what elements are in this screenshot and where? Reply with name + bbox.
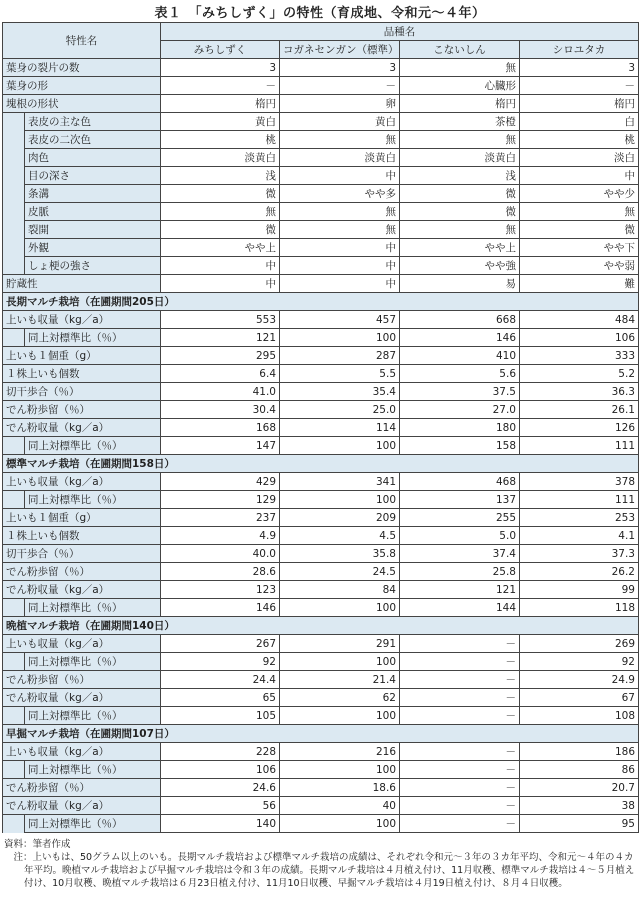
row-label: 上いも収量（kg／a） <box>3 743 161 761</box>
table-row <box>3 563 639 581</box>
value-cell: 111 <box>520 437 639 455</box>
value-cell: 668 <box>400 311 520 329</box>
indent-cell <box>3 185 25 203</box>
value-cell: 84 <box>280 581 400 599</box>
value-cell: 100 <box>280 653 400 671</box>
value-cell: 無 <box>280 203 400 221</box>
row-label: 同上対標準比（％） <box>25 761 161 779</box>
value-cell: 中 <box>520 167 639 185</box>
value-cell: 216 <box>280 743 400 761</box>
table-row <box>3 347 639 365</box>
value-cell: やや多 <box>280 185 400 203</box>
value-cell: 無 <box>400 131 520 149</box>
value-cell: 291 <box>280 635 400 653</box>
row-label: 葉身の裂片の数 <box>3 59 161 77</box>
value-cell: 30.4 <box>161 401 280 419</box>
value-cell: 129 <box>161 491 280 509</box>
value-cell: 無 <box>161 203 280 221</box>
row-label: 上いも収量（kg／a） <box>3 311 161 329</box>
value-cell: 333 <box>520 347 639 365</box>
value-cell: 無 <box>400 59 520 77</box>
notes <box>4 838 636 890</box>
value-cell: 37.5 <box>400 383 520 401</box>
value-cell: 457 <box>280 311 400 329</box>
value-cell: 楕円 <box>520 95 639 113</box>
table-title: 表１ 「みちしずく」の特性（育成地、令和元～４年） <box>154 6 486 21</box>
row-label: 同上対標準比（％） <box>25 437 161 455</box>
value-cell: 中 <box>280 239 400 257</box>
value-cell: 92 <box>161 653 280 671</box>
value-cell: － <box>400 761 520 779</box>
value-cell: 180 <box>400 419 520 437</box>
table-row <box>3 707 639 725</box>
value-cell: 209 <box>280 509 400 527</box>
value-cell: 無 <box>280 221 400 239</box>
table-row <box>3 59 639 77</box>
indent-cell <box>3 167 25 185</box>
value-cell: 26.2 <box>520 563 639 581</box>
indent-cell <box>3 257 25 275</box>
value-cell: 淡白 <box>520 149 639 167</box>
row-label: でん粉収量（kg／a） <box>3 581 161 599</box>
section-header-row <box>3 293 639 311</box>
row-label: しょ梗の強さ <box>25 257 161 275</box>
value-cell: － <box>400 707 520 725</box>
row-label: 上いも１個重（g） <box>3 347 161 365</box>
value-cell: 108 <box>520 707 639 725</box>
table-row <box>3 473 639 491</box>
table-row <box>3 365 639 383</box>
row-label: でん粉収量（kg／a） <box>3 797 161 815</box>
value-cell: 35.4 <box>280 383 400 401</box>
value-cell: 25.8 <box>400 563 520 581</box>
value-cell: 中 <box>161 257 280 275</box>
table-row <box>3 239 639 257</box>
section-title: 早掘マルチ栽培（在圃期間107日） <box>3 725 639 743</box>
value-cell: 20.7 <box>520 779 639 797</box>
value-cell: やや強 <box>400 257 520 275</box>
row-label: 上いも収量（kg／a） <box>3 473 161 491</box>
row-label: 表皮の主な色 <box>25 113 161 131</box>
value-cell: 114 <box>280 419 400 437</box>
value-cell: 38 <box>520 797 639 815</box>
value-cell: 桃 <box>520 131 639 149</box>
row-label: 塊根の形状 <box>3 95 161 113</box>
value-cell: 105 <box>161 707 280 725</box>
value-cell: 28.6 <box>161 563 280 581</box>
value-cell: 100 <box>280 707 400 725</box>
value-cell: 浅 <box>400 167 520 185</box>
value-cell: 無 <box>280 131 400 149</box>
value-cell: 186 <box>520 743 639 761</box>
table-row <box>3 311 639 329</box>
value-cell: 67 <box>520 689 639 707</box>
value-cell: 24.5 <box>280 563 400 581</box>
table-row <box>3 113 639 131</box>
variety-header: コガネセンガン（標準） <box>280 41 400 59</box>
value-cell: 106 <box>161 761 280 779</box>
value-cell: 468 <box>400 473 520 491</box>
table-row <box>3 779 639 797</box>
table-row <box>3 221 639 239</box>
table-row <box>3 527 639 545</box>
row-label: 上いも収量（kg／a） <box>3 635 161 653</box>
value-cell: 228 <box>161 743 280 761</box>
value-cell: － <box>400 779 520 797</box>
table-row <box>3 383 639 401</box>
value-cell: 100 <box>280 329 400 347</box>
value-cell: 378 <box>520 473 639 491</box>
value-cell: 137 <box>400 491 520 509</box>
value-cell: 卵 <box>280 95 400 113</box>
indent-cell <box>3 761 25 779</box>
row-label: 同上対標準比（％） <box>25 329 161 347</box>
table-row <box>3 419 639 437</box>
value-cell: 18.6 <box>280 779 400 797</box>
value-cell: － <box>280 77 400 95</box>
value-cell: 123 <box>161 581 280 599</box>
value-cell: 3 <box>520 59 639 77</box>
value-cell: 255 <box>400 509 520 527</box>
value-cell: 黄白 <box>280 113 400 131</box>
value-cell: やや上 <box>400 239 520 257</box>
section-title: 晩植マルチ栽培（在圃期間140日） <box>3 617 639 635</box>
table-row <box>3 275 639 293</box>
table-row <box>3 149 639 167</box>
variety-group-header: 品種名 <box>161 23 639 41</box>
value-cell: 6.4 <box>161 365 280 383</box>
row-label: でん粉歩留（％） <box>3 671 161 689</box>
row-label: 肉色 <box>25 149 161 167</box>
value-cell: 484 <box>520 311 639 329</box>
value-cell: 144 <box>400 599 520 617</box>
indent-cell <box>3 653 25 671</box>
table-row <box>3 329 639 347</box>
value-cell: 4.9 <box>161 527 280 545</box>
value-cell: 5.5 <box>280 365 400 383</box>
value-cell: 146 <box>400 329 520 347</box>
value-cell: 無 <box>400 221 520 239</box>
indent-cell <box>3 329 25 347</box>
row-label: でん粉歩留（％） <box>3 563 161 581</box>
value-cell: 40.0 <box>161 545 280 563</box>
row-label: 同上対標準比（％） <box>25 815 161 833</box>
value-cell: やや下 <box>520 239 639 257</box>
value-cell: 295 <box>161 347 280 365</box>
value-cell: 62 <box>280 689 400 707</box>
table-row <box>3 131 639 149</box>
value-cell: 中 <box>280 275 400 293</box>
table-row <box>3 599 639 617</box>
row-label: 裂開 <box>25 221 161 239</box>
value-cell: 白 <box>520 113 639 131</box>
value-cell: 24.9 <box>520 671 639 689</box>
value-cell: 淡黄白 <box>400 149 520 167</box>
table-row <box>3 545 639 563</box>
table-row <box>3 401 639 419</box>
value-cell: 微 <box>161 185 280 203</box>
indent-cell <box>3 113 25 131</box>
value-cell: 118 <box>520 599 639 617</box>
indent-cell <box>3 707 25 725</box>
value-cell: 35.8 <box>280 545 400 563</box>
value-cell: 26.1 <box>520 401 639 419</box>
value-cell: 27.0 <box>400 401 520 419</box>
value-cell: 5.6 <box>400 365 520 383</box>
value-cell: 黄白 <box>161 113 280 131</box>
value-cell: 100 <box>280 815 400 833</box>
value-cell: 3 <box>280 59 400 77</box>
value-cell: 100 <box>280 437 400 455</box>
value-cell: － <box>161 77 280 95</box>
table-row <box>3 185 639 203</box>
value-cell: 微 <box>400 185 520 203</box>
value-cell: 淡黄白 <box>161 149 280 167</box>
value-cell: 浅 <box>161 167 280 185</box>
row-label: 皮脈 <box>25 203 161 221</box>
value-cell: － <box>400 743 520 761</box>
value-cell: 269 <box>520 635 639 653</box>
characteristics-table <box>2 22 639 833</box>
row-label: 葉身の形 <box>3 77 161 95</box>
value-cell: 中 <box>161 275 280 293</box>
value-cell: 難 <box>520 275 639 293</box>
indent-cell <box>3 221 25 239</box>
value-cell: 40 <box>280 797 400 815</box>
table-row <box>3 203 639 221</box>
table-row <box>3 761 639 779</box>
row-label: でん粉歩留（％） <box>3 401 161 419</box>
value-cell: 253 <box>520 509 639 527</box>
value-cell: 淡黄白 <box>280 149 400 167</box>
row-label: １株上いも個数 <box>3 365 161 383</box>
value-cell: － <box>400 815 520 833</box>
row-label: 目の深さ <box>25 167 161 185</box>
row-label: 上いも１個重（g） <box>3 509 161 527</box>
row-label: 切干歩合（％） <box>3 383 161 401</box>
value-cell: － <box>400 653 520 671</box>
section-title: 長期マルチ栽培（在圃期間205日） <box>3 293 639 311</box>
indent-cell <box>3 239 25 257</box>
row-label: 切干歩合（％） <box>3 545 161 563</box>
value-cell: 24.4 <box>161 671 280 689</box>
value-cell: 24.6 <box>161 779 280 797</box>
table-row <box>3 635 639 653</box>
value-cell: 100 <box>280 599 400 617</box>
row-label: 貯蔵性 <box>3 275 161 293</box>
value-cell: 56 <box>161 797 280 815</box>
value-cell: 微 <box>520 221 639 239</box>
value-cell: 楕円 <box>161 95 280 113</box>
value-cell: 心臓形 <box>400 77 520 95</box>
value-cell: 4.5 <box>280 527 400 545</box>
value-cell: 37.3 <box>520 545 639 563</box>
table-row <box>3 743 639 761</box>
value-cell: － <box>400 797 520 815</box>
table-row <box>3 437 639 455</box>
value-cell: 111 <box>520 491 639 509</box>
section-header-row <box>3 455 639 473</box>
row-label: 外観 <box>25 239 161 257</box>
row-label: でん粉収量（kg／a） <box>3 419 161 437</box>
indent-cell <box>3 599 25 617</box>
value-cell: 微 <box>161 221 280 239</box>
value-cell: － <box>400 689 520 707</box>
row-label: 同上対標準比（％） <box>25 599 161 617</box>
row-label: でん粉歩留（％） <box>3 779 161 797</box>
table-row <box>3 653 639 671</box>
footnote: 注：上いもは、50グラム以上のいも。長期マルチ栽培および標準マルチ栽培の成績は、それぞれ令和元～３年の３カ年平均、令和元～４年の４カ年平均。晩植マルチ栽培および早掘マルチ栽培は令和３年の成績。長期マルチ栽培は４月植え付け、11月収穫、標準マルチ栽培は４～５月植え付け、10月収穫、晩植マルチ栽培は６月23日植え付け、11月10日収穫、早掘マルチ栽培は４月19日植え付け、８月４日収穫。 <box>4 852 635 889</box>
value-cell: 桃 <box>161 131 280 149</box>
indent-cell <box>3 815 25 833</box>
value-cell: 341 <box>280 473 400 491</box>
table-row <box>3 671 639 689</box>
value-cell: － <box>520 77 639 95</box>
value-cell: 140 <box>161 815 280 833</box>
row-label: 同上対標準比（％） <box>25 653 161 671</box>
value-cell: 中 <box>280 167 400 185</box>
value-cell: 429 <box>161 473 280 491</box>
value-cell: － <box>400 671 520 689</box>
value-cell: 92 <box>520 653 639 671</box>
value-cell: 121 <box>161 329 280 347</box>
table-row <box>3 257 639 275</box>
row-label: １株上いも個数 <box>3 527 161 545</box>
row-label: でん粉収量（kg／a） <box>3 689 161 707</box>
value-cell: やや弱 <box>520 257 639 275</box>
value-cell: 5.0 <box>400 527 520 545</box>
value-cell: 無 <box>520 203 639 221</box>
table-row <box>3 797 639 815</box>
row-label: 同上対標準比（％） <box>25 707 161 725</box>
value-cell: 100 <box>280 761 400 779</box>
value-cell: 147 <box>161 437 280 455</box>
value-cell: 易 <box>400 275 520 293</box>
value-cell: 158 <box>400 437 520 455</box>
value-cell: 4.1 <box>520 527 639 545</box>
table-row <box>3 689 639 707</box>
section-title: 標準マルチ栽培（在圃期間158日） <box>3 455 639 473</box>
value-cell: 126 <box>520 419 639 437</box>
row-label: 表皮の二次色 <box>25 131 161 149</box>
variety-header: みちしずく <box>161 41 280 59</box>
table-body <box>3 23 639 833</box>
indent-cell <box>3 437 25 455</box>
value-cell: 86 <box>520 761 639 779</box>
value-cell: － <box>400 635 520 653</box>
variety-header: こないしん <box>400 41 520 59</box>
value-cell: 106 <box>520 329 639 347</box>
value-cell: やや少 <box>520 185 639 203</box>
table-row <box>3 581 639 599</box>
value-cell: 茶橙 <box>400 113 520 131</box>
value-cell: 21.4 <box>280 671 400 689</box>
indent-cell <box>3 131 25 149</box>
indent-cell <box>3 203 25 221</box>
value-cell: 41.0 <box>161 383 280 401</box>
value-cell: 267 <box>161 635 280 653</box>
source-note: 資料：筆者作成 <box>4 839 71 850</box>
table-row <box>3 95 639 113</box>
value-cell: 237 <box>161 509 280 527</box>
table-row <box>3 491 639 509</box>
value-cell: 5.2 <box>520 365 639 383</box>
value-cell: 楕円 <box>400 95 520 113</box>
indent-cell <box>3 491 25 509</box>
indent-cell <box>3 149 25 167</box>
table-row <box>3 815 639 833</box>
variety-header: シロユタカ <box>520 41 639 59</box>
value-cell: 100 <box>280 491 400 509</box>
value-cell: 410 <box>400 347 520 365</box>
value-cell: 37.4 <box>400 545 520 563</box>
table-row <box>3 509 639 527</box>
table-row <box>3 167 639 185</box>
value-cell: 168 <box>161 419 280 437</box>
value-cell: 25.0 <box>280 401 400 419</box>
header-row-1 <box>3 23 639 41</box>
row-label: 条溝 <box>25 185 161 203</box>
value-cell: 121 <box>400 581 520 599</box>
value-cell: 553 <box>161 311 280 329</box>
value-cell: 3 <box>161 59 280 77</box>
value-cell: 287 <box>280 347 400 365</box>
section-header-row <box>3 725 639 743</box>
value-cell: 中 <box>280 257 400 275</box>
value-cell: 65 <box>161 689 280 707</box>
table-row <box>3 77 639 95</box>
value-cell: 95 <box>520 815 639 833</box>
trait-header: 特性名 <box>3 23 161 59</box>
value-cell: 146 <box>161 599 280 617</box>
value-cell: 99 <box>520 581 639 599</box>
value-cell: 微 <box>400 203 520 221</box>
value-cell: 36.3 <box>520 383 639 401</box>
section-header-row <box>3 617 639 635</box>
row-label: 同上対標準比（％） <box>25 491 161 509</box>
value-cell: やや上 <box>161 239 280 257</box>
